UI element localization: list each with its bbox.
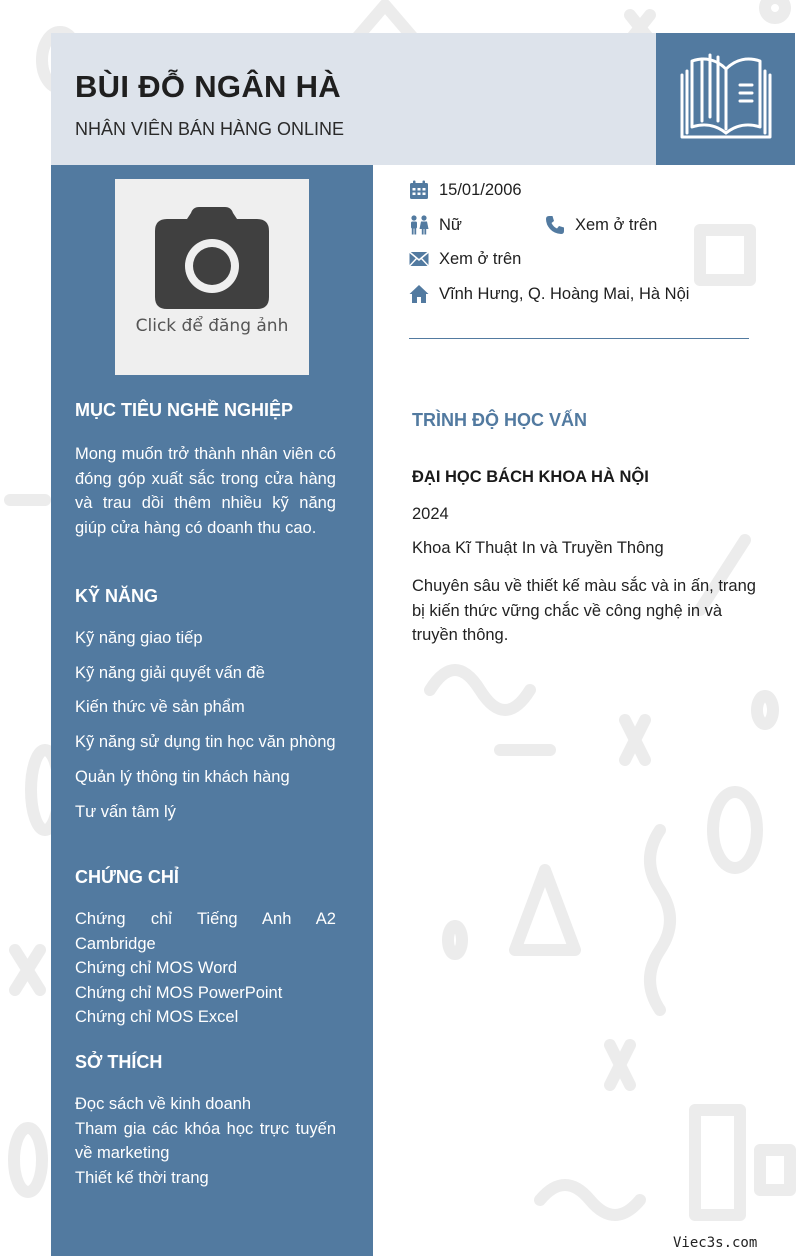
calendar-icon — [409, 180, 429, 200]
job-title: NHÂN VIÊN BÁN HÀNG ONLINE — [75, 119, 345, 139]
open-book-icon — [678, 51, 774, 143]
certificate-item: Chứng chỉ MOS Word — [75, 959, 238, 978]
hobbies-list — [75, 1092, 336, 1190]
address-value: Vĩnh Hưng, Q. Hoàng Mai, Hà Nội — [439, 284, 690, 303]
candidate-name: BÙI ĐỖ NGÂN HÀ — [75, 69, 341, 104]
skill-item: Kỹ năng giao tiếp — [75, 629, 203, 647]
skill-item: Kỹ năng sử dụng tin học văn phòng — [75, 733, 336, 752]
skill-item: Kỹ năng giải quyết vấn đề — [75, 663, 265, 682]
contact-email — [409, 249, 521, 269]
sidebar — [51, 165, 373, 1256]
certificate-item: Chứng chỉ MOS PowerPoint — [75, 983, 283, 1002]
skill-item: Kiến thức về sản phẩm — [75, 698, 245, 717]
certificates-section — [75, 867, 336, 1030]
phone-value: Xem ở trên — [575, 215, 658, 234]
gender-value: Nữ — [439, 215, 462, 234]
contact-phone — [545, 215, 657, 235]
envelope-icon — [409, 249, 429, 269]
certificate-item: Chứng chỉ Tiếng Anh A2 Cambridge — [75, 910, 336, 953]
gender-icon — [409, 215, 429, 235]
contact-gender — [409, 215, 462, 235]
hobby-item: Tham gia các khóa học trực tuyến về marketing — [75, 1119, 336, 1163]
skill-item: Tư vấn tâm lý — [75, 802, 176, 821]
objective-text: Mong muốn trở thành nhân viên có đóng góp xuất sắc trong cửa hàng và trau dồi thêm nhiều kỹ năng giúp cửa hàng có doanh thu cao. — [75, 445, 336, 538]
photo-caption: Click để đăng ảnh — [135, 316, 289, 336]
hobbies-section — [75, 1052, 336, 1190]
certificates-heading: CHỨNG CHỈ — [75, 867, 179, 887]
objective-section — [75, 400, 336, 541]
education-school: ĐẠI HỌC BÁCH KHOA HÀ NỘI — [412, 468, 649, 486]
hobbies-heading: SỞ THÍCH — [75, 1052, 163, 1072]
education-major: Khoa Kĩ Thuật In và Truyền Thông — [412, 539, 664, 557]
certificates-list — [75, 907, 336, 1030]
education-description: Chuyên sâu về thiết kế màu sắc và in ấn, trang bị kiến thức vững chắc về công nghệ in và truyền thông. — [412, 577, 756, 644]
birthday-value: 15/01/2006 — [439, 180, 522, 199]
email-value: Xem ở trên — [439, 249, 522, 268]
photo-upload[interactable] — [115, 179, 309, 375]
home-icon — [409, 284, 429, 304]
skills-section — [75, 586, 336, 834]
camera-icon — [153, 207, 271, 309]
cv-header — [51, 33, 656, 165]
site-watermark: Viec3s.com — [673, 1235, 758, 1251]
contact-address — [409, 284, 689, 304]
skill-item: Quản lý thông tin khách hàng — [75, 767, 290, 786]
objective-heading: MỤC TIÊU NGHỀ NGHIỆP — [75, 400, 294, 420]
phone-icon — [545, 215, 565, 235]
contact-birthday — [409, 180, 522, 200]
header-icon-box — [656, 33, 795, 165]
skills-list — [75, 626, 336, 824]
hobby-item: Thiết kế thời trang — [75, 1168, 209, 1187]
hobby-item: Đọc sách về kinh doanh — [75, 1095, 252, 1113]
certificate-item: Chứng chỉ MOS Excel — [75, 1008, 239, 1027]
section-divider — [409, 338, 749, 339]
skills-heading: KỸ NĂNG — [75, 586, 159, 606]
education-heading: TRÌNH ĐỘ HỌC VẤN — [412, 410, 587, 430]
education-year: 2024 — [412, 505, 449, 523]
